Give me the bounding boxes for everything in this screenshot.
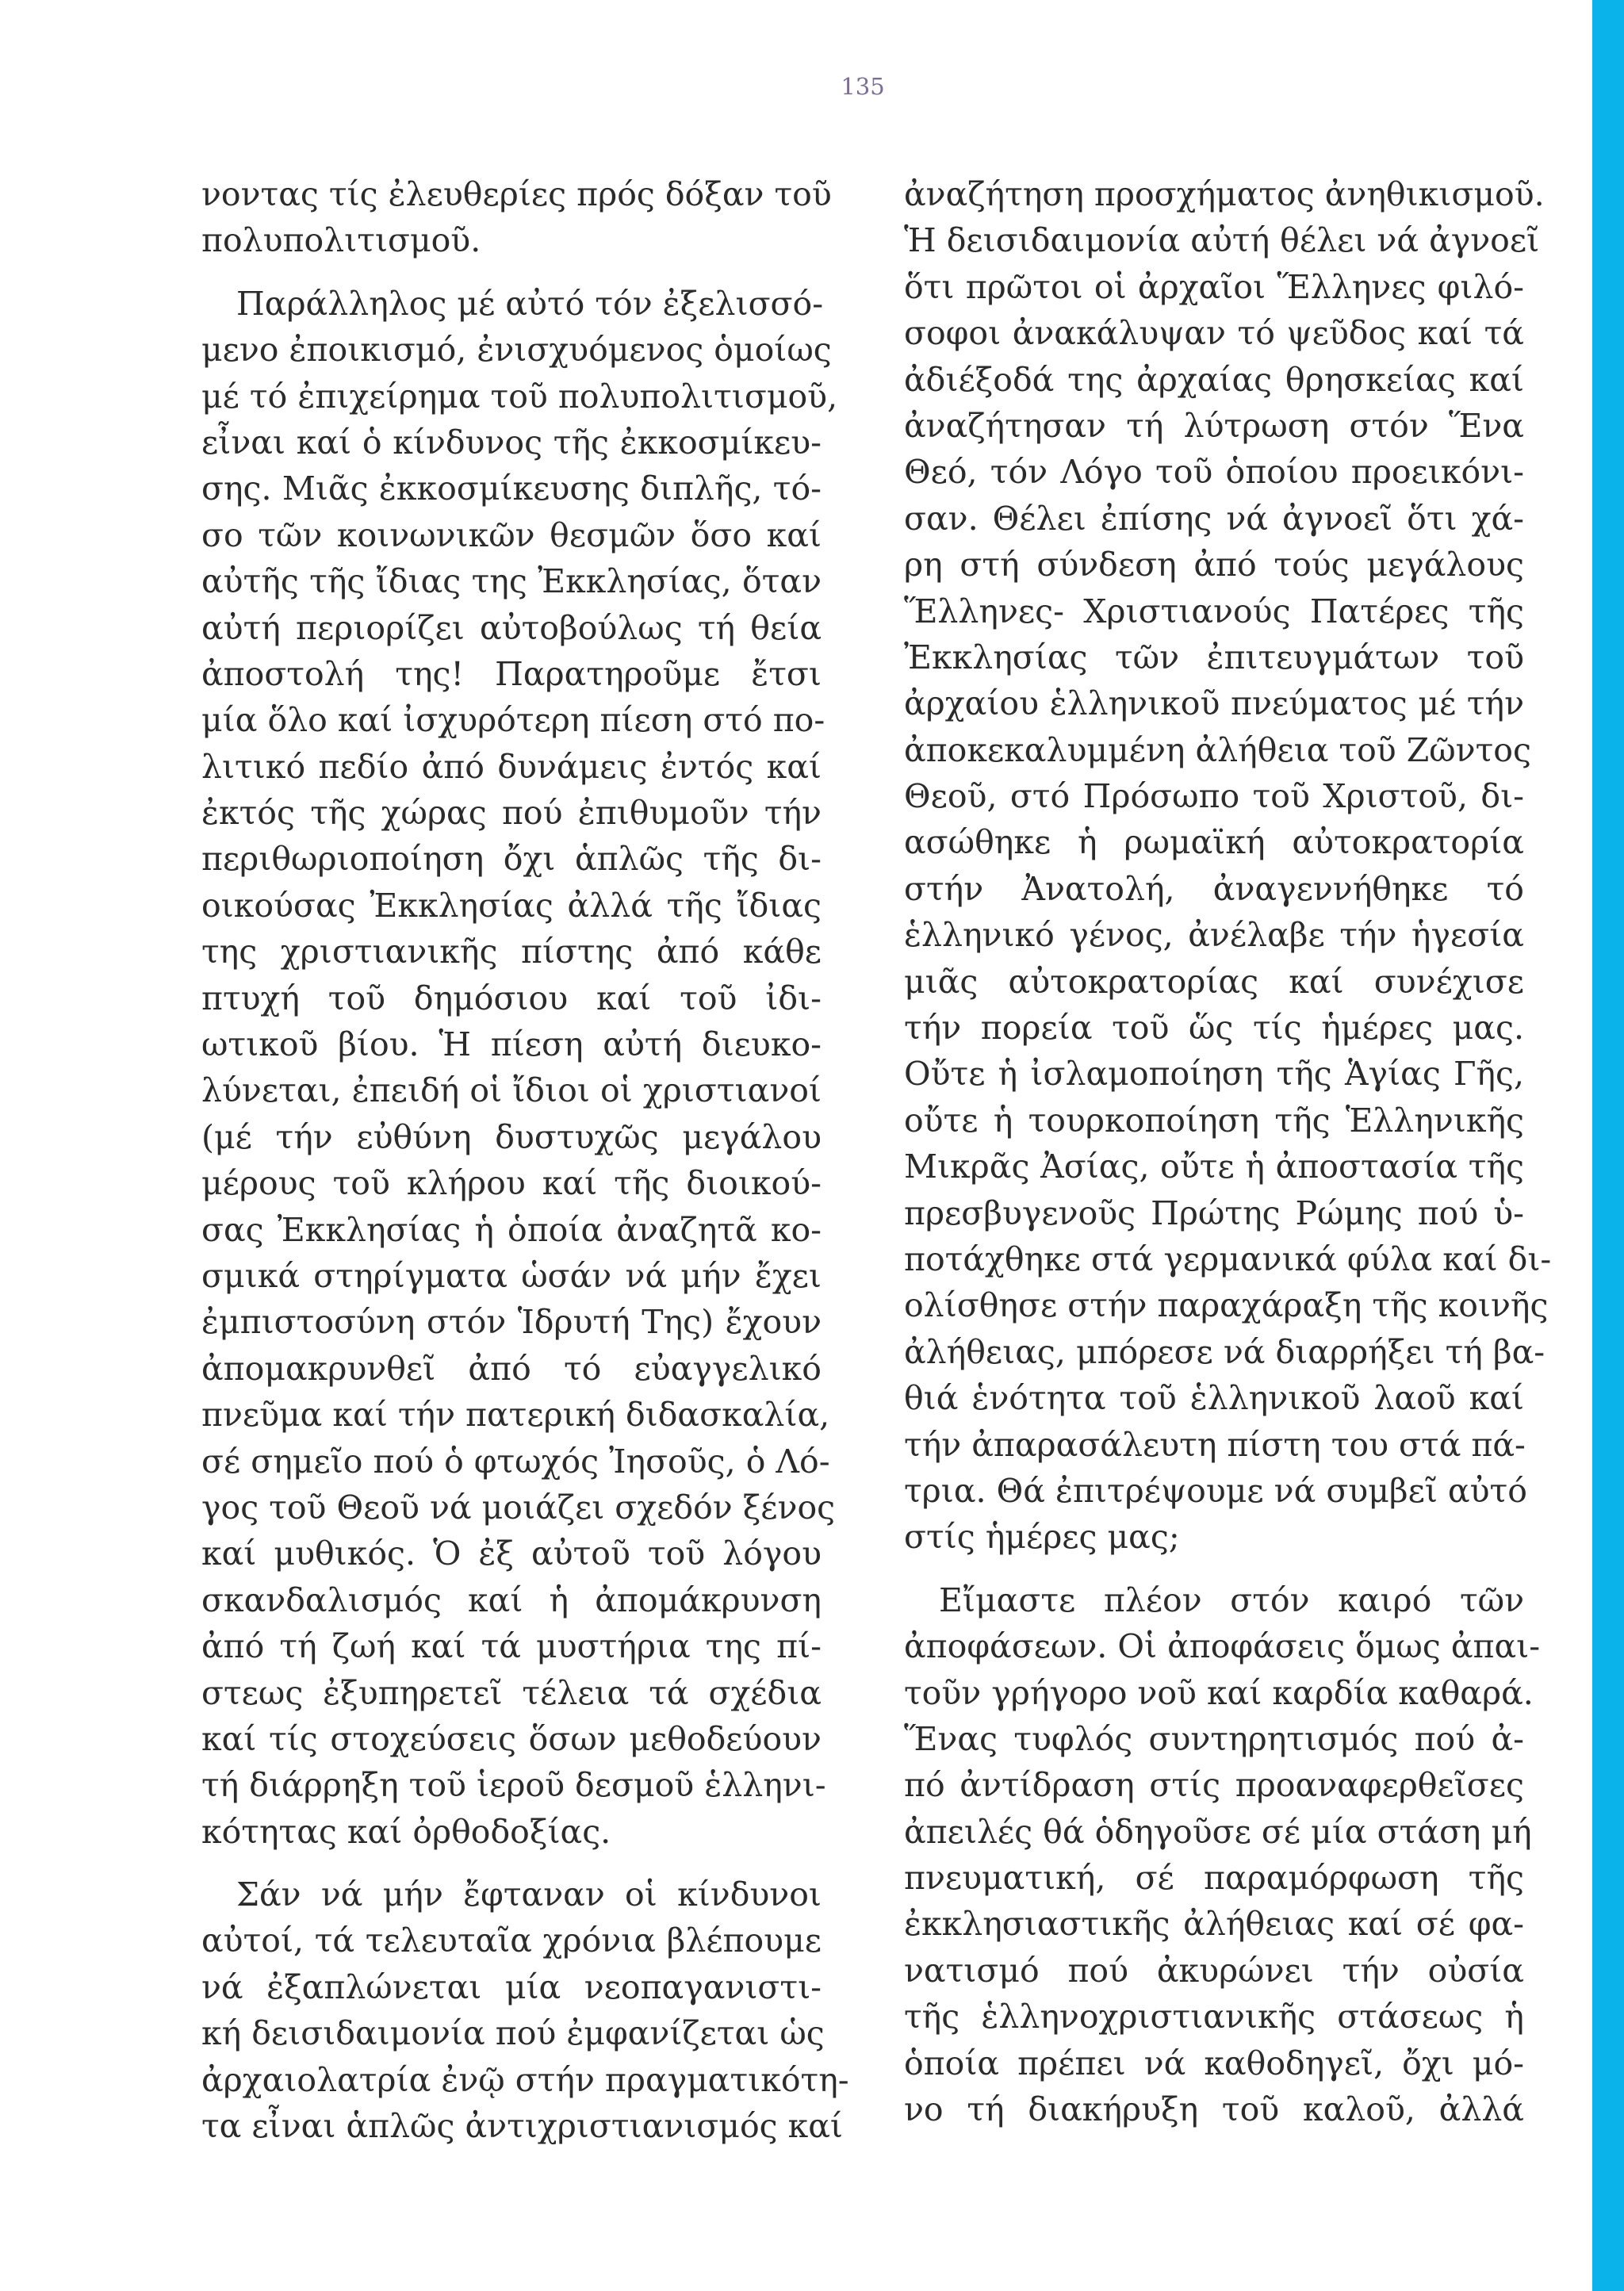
text-line: μέ τό ἐπιχείρημα τοῦ πολυπολιτισμοῦ, [201,377,838,416]
text-line: στήν Ἀνατολή, ἀναγεννήθηκε τό [904,869,1524,908]
text-line: ολίσθησε στήν παραχάραξη τῆς κοινῆς [904,1286,1549,1325]
text-line: τρια. Θά ἐπιτρέψουμε νά συμβεῖ αὐτό [904,1471,1527,1510]
text-line: στίς ἡμέρες μας; [904,1518,1180,1557]
text-line: Οὔτε ἡ ἰσλαμοποίηση τῆς Ἁγίας Γῆς, [904,1055,1524,1094]
side-color-stripe [1592,0,1624,2291]
text-line: πό ἀντίδραση στίς προαναφερθεῖσες [904,1766,1524,1805]
paragraph [201,281,838,1855]
text-line: ἐκκλησιαστικῆς ἀλήθειας καί σέ φα- [904,1905,1524,1944]
text-line: στεως ἐξυπηρετεῖ τέλεια τά σχέδια [201,1673,822,1712]
paragraph [201,171,832,264]
text-line: πνευματική, σέ παραμόρφωση τῆς [904,1859,1524,1898]
text-line: ὅτι πρῶτοι οἱ ἀρχαῖοι Ἕλληνες φιλό- [904,267,1524,306]
text-line: σοφοι ἀνακάλυψαν τό ψεῦδος καί τά [904,314,1524,353]
text-line: σας Ἐκκλησίας ἡ ὁποία ἀναζητᾶ κο- [201,1210,822,1249]
text-line: ἀδιέξοδά της ἀρχαίας θρησκείας καί [904,360,1524,399]
text-line: σέ σημεῖο πού ὁ φτωχός Ἰησοῦς, ὁ Λό- [201,1442,830,1481]
text-line: οὔτε ἡ τουρκοποίηση τῆς Ἑλληνικῆς [904,1101,1524,1140]
text-line: σο τῶν κοινωνικῶν θεσμῶν ὅσο καί [201,515,822,554]
right-text-column [904,171,1552,2149]
left-text-column [201,171,849,2166]
text-line: Θεό, τόν Λόγο τοῦ ὁποίου προεικόνι- [904,453,1524,492]
text-line: μενο ἐποικισμό, ἐνισχυόμενος ὁμοίως [201,331,832,370]
text-line: Θεοῦ, στό Πρόσωπο τοῦ Χριστοῦ, δι- [904,777,1524,816]
text-line: σμικά στηρίγματα ὡσάν νά μήν ἔχει [201,1256,822,1295]
text-line: μέρους τοῦ κλήρου καί τῆς διοικού- [201,1164,822,1203]
text-line: ἑλληνικό γένος, ἀνέλαβε τήν ἡγεσία [904,916,1524,955]
text-line: Εἴμαστε πλέον στόν καιρό τῶν [939,1580,1524,1619]
text-line: ὁποία πρέπει νά καθοδηγεῖ, ὄχι μό- [904,2044,1524,2082]
text-line: (μέ τήν εὐθύνη δυστυχῶς μεγάλου [201,1117,822,1156]
text-line: νοντας τίς ἐλευθερίες πρός δόξαν τοῦ [201,175,832,213]
text-line: ἀναζήτησαν τή λύτρωση στόν Ἕνα [904,406,1524,445]
text-line: τή διάρρηξη τοῦ ἱεροῦ δεσμοῦ ἑλληνι- [201,1766,826,1805]
text-line: Σάν νά μήν ἔφταναν οἱ κίνδυνοι [236,1875,822,1914]
text-line: ωτικοῦ βίου. Ἡ πίεση αὐτή διευκο- [201,1025,822,1064]
text-line: αὐτοί, τά τελευταῖα χρόνια βλέπουμε [201,1921,822,1960]
text-line: Μικρᾶς Ἀσίας, οὔτε ἡ ἀποστασία τῆς [904,1147,1524,1186]
text-line: σαν. Θέλει ἐπίσης νά ἀγνοεῖ ὅτι χά- [904,499,1524,538]
text-line: ἀναζήτηση προσχήματος ἀνηθικισμοῦ. [904,175,1545,213]
text-line: καί τίς στοχεύσεις ὅσων μεθοδεύουν [201,1719,822,1758]
text-line: ἀρχαίου ἑλληνικοῦ πνεύματος μέ τήν [904,684,1524,723]
text-line: ἀπομακρυνθεῖ ἀπό τό εὐαγγελικό [201,1349,822,1388]
text-line: σης. Μιᾶς ἐκκοσμίκευσης διπλῆς, τό- [201,469,822,508]
paragraph [904,1577,1541,2133]
text-line: σκανδαλισμός καί ἡ ἀπομάκρυνση [201,1580,822,1619]
text-line: νά ἐξαπλώνεται μία νεοπαγανιστι- [201,1967,822,2006]
text-line: πολυπολιτισμοῦ. [201,221,481,260]
text-line: λιτικό πεδίο ἀπό δυνάμεις ἐντός καί [201,747,822,786]
text-line: νατισμό πού ἀκυρώνει τήν οὐσία [904,1951,1524,1990]
paragraph [904,171,1552,1561]
text-line: λύνεται, ἐπειδή οἱ ἴδιοι οἱ χριστιανοί [201,1071,822,1110]
text-line: της χριστιανικῆς πίστης ἀπό κάθε [201,933,822,971]
text-line: καί μυθικός. Ὁ ἐξ αὐτοῦ τοῦ λόγου [201,1534,822,1573]
text-line: ἀρχαιολατρία ἐνῷ στήν πραγματικότη- [201,2060,849,2099]
text-line: ἐκτός τῆς χώρας πού ἐπιθυμοῦν τήν [201,794,822,833]
text-line: ἀλήθειας, μπόρεσε νά διαρρήξει τή βα- [904,1332,1545,1371]
text-line: περιθωριοποίηση ὄχι ἁπλῶς τῆς δι- [201,840,822,879]
text-line: Ἐκκλησίας τῶν ἐπιτευγμάτων τοῦ [904,638,1524,676]
text-line: ασώθηκε ἡ ρωμαϊκή αὐτοκρατορία [904,823,1524,862]
text-line: ἀποκεκαλυμμένη ἀλήθεια τοῦ Ζῶντος [904,730,1531,769]
text-line: οικούσας Ἐκκλησίας ἀλλά τῆς ἴδιας [201,886,822,925]
text-line: ἀποστολή της! Παρατηροῦμε ἔτσι [201,654,822,693]
text-line: πνεῦμα καί τήν πατερική διδασκαλία, [201,1396,830,1435]
text-line: πρεσβυγενοῦς Πρώτης Ρώμης πού ὑ- [904,1193,1524,1232]
text-line: ἐμπιστοσύνη στόν Ἱδρυτή Της) ἔχουν [201,1303,822,1342]
text-line: αὐτῆς τῆς ἴδιας της Ἐκκλησίας, ὅταν [201,562,822,601]
text-line: μιᾶς αὐτοκρατορίας καί συνέχισε [904,962,1524,1001]
text-line: τήν ἀπαρασάλευτη πίστη του στά πά- [904,1425,1526,1464]
text-line: κότητας καί ὀρθοδοξίας. [201,1812,611,1851]
text-line: τήν πορεία τοῦ ὥς τίς ἡμέρες μας. [904,1009,1524,1048]
text-line: εἶναι καί ὁ κίνδυνος τῆς ἐκκοσμίκευ- [201,423,822,462]
text-line: ρη στή σύνδεση ἀπό τούς μεγάλους [904,546,1524,584]
text-line: πτυχή τοῦ δημόσιου καί τοῦ ἰδι- [201,979,822,1017]
text-line: ἀπό τή ζωή καί τά μυστήρια της πί- [201,1627,822,1666]
text-line: Ἕλληνες- Χριστιανούς Πατέρες τῆς [904,592,1524,630]
text-line: τοῦν γρήγορο νοῦ καί καρδία καθαρά. [904,1673,1534,1712]
page-number: 135 [841,73,885,100]
text-line: κή δεισιδαιμονία πού ἐμφανίζεται ὡς [201,2014,825,2053]
text-line: τῆς ἑλληνοχριστιανικῆς στάσεως ἡ [904,1998,1524,2036]
text-line: Ἡ δεισιδαιμονία αὐτή θέλει νά ἀγνοεῖ [904,221,1540,260]
text-line: ἀπειλές θά ὁδηγοῦσε σέ μία στάση μή [904,1812,1532,1851]
text-line: νο τή διακήρυξη τοῦ καλοῦ, ἀλλά [904,2090,1524,2129]
text-line: θιά ἑνότητα τοῦ ἑλληνικοῦ λαοῦ καί [904,1379,1524,1418]
text-line: Ἕνας τυφλός συντηρητισμός πού ἀ- [904,1719,1524,1758]
text-line: Παράλληλος μέ αὐτό τόν ἐξελισσό- [236,284,824,323]
paragraph [201,1871,849,2149]
text-line: ἀποφάσεων. Οἱ ἀποφάσεις ὅμως ἀπαι- [904,1627,1541,1666]
text-line: ποτάχθηκε στά γερμανικά φύλα καί δι- [904,1239,1552,1278]
text-line: τα εἶναι ἁπλῶς ἀντιχριστιανισμός καί [201,2107,844,2146]
text-line: γος τοῦ Θεοῦ νά μοιάζει σχεδόν ξένος [201,1488,836,1527]
text-line: αὐτή περιορίζει αὐτοβούλως τή θεία [201,608,822,647]
text-line: μία ὅλο καί ἰσχυρότερη πίεση στό πο- [201,701,825,740]
